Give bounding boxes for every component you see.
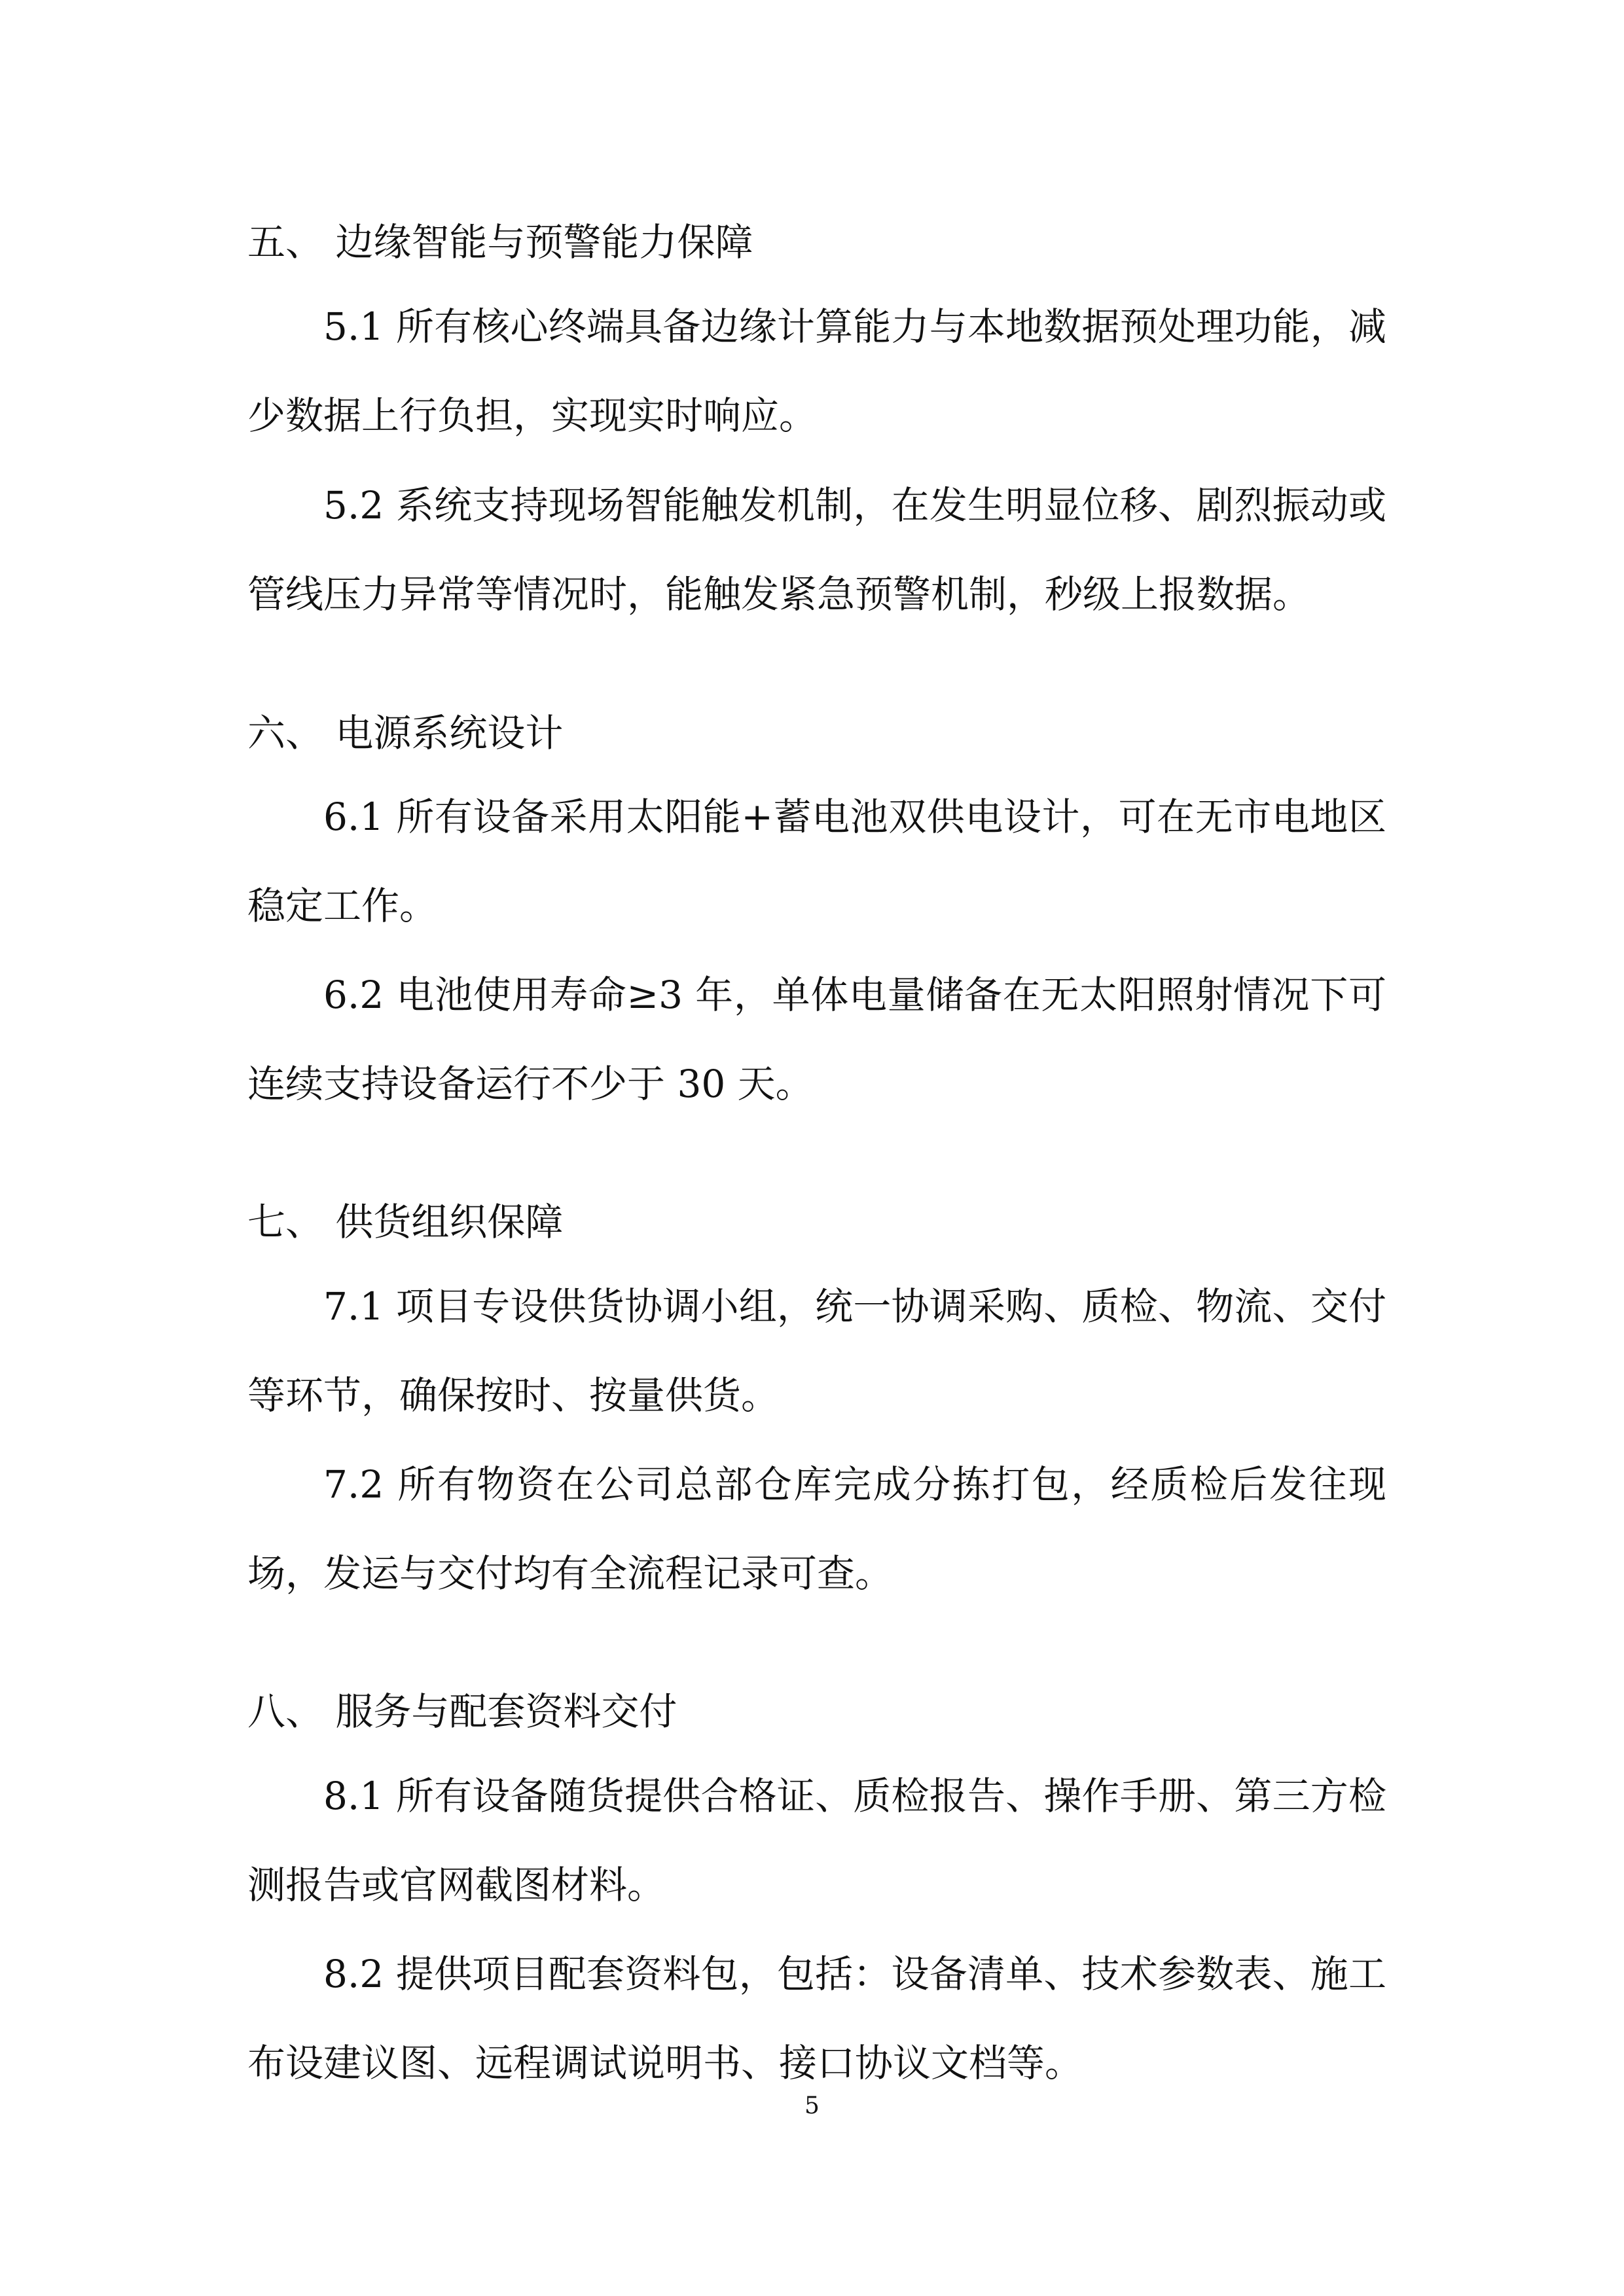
- page-number: 5: [804, 2092, 820, 2119]
- section-7-paragraph-2: 7.2 所有物资在公司总部仓库完成分拣打包，经质检后发往现场，发运与交付均有全流程记录可查。: [247, 1462, 1386, 1596]
- section-6-heading: 六、 电源系统设计: [247, 711, 564, 755]
- section-8-paragraph-1: 8.1 所有设备随货提供合格证、质检报告、操作手册、第三方检测报告或官网截图材料。: [247, 1774, 1386, 1907]
- section-5-paragraph-2: 5.2 系统支持现场智能触发机制，在发生明显位移、剧烈振动或管线压力异常等情况时，能触发紧急预警机制，秒级上报数据。: [247, 483, 1386, 617]
- section-6-paragraph-2: 6.2 电池使用寿命≥3 年，单体电量储备在无太阳照射情况下可连续支持设备运行不少于 30 天。: [247, 973, 1386, 1106]
- section-6-paragraph-1: 6.1 所有设备采用太阳能+蓄电池双供电设计，可在无市电地区稳定工作。: [247, 795, 1386, 928]
- section-5-heading: 五、 边缘智能与预警能力保障: [247, 220, 753, 264]
- section-7-heading: 七、 供货组织保障: [247, 1200, 564, 1244]
- section-8-paragraph-2: 8.2 提供项目配套资料包，包括：设备清单、技术参数表、施工布设建议图、远程调试说明书、接口协议文档等。: [247, 1952, 1386, 2085]
- section-5-paragraph-1: 5.1 所有核心终端具备边缘计算能力与本地数据预处理功能，减少数据上行负担，实现实时响应。: [247, 304, 1386, 438]
- section-7-paragraph-1: 7.1 项目专设供货协调小组，统一协调采购、质检、物流、交付等环节，确保按时、按量供货。: [247, 1284, 1386, 1418]
- section-8-heading: 八、 服务与配套资料交付: [247, 1689, 677, 1734]
